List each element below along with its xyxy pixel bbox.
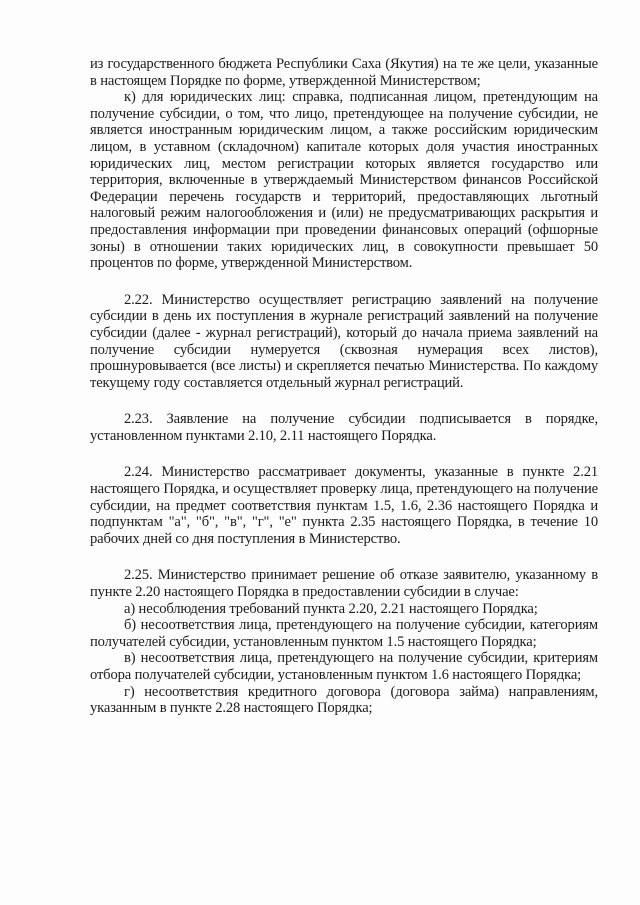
paragraph-2-23: 2.23. Заявление на получение субсидии подписывается в порядке, установленном пунктами 2.10, 2.11 настоящего Порядка.: [90, 411, 598, 444]
paragraph-item-a: а) несоблюдения требований пункта 2.20, 2.21 настоящего Порядка;: [124, 600, 538, 617]
paragraph-2-24: 2.24. Министерство рассматривает документы, указанные в пункте 2.21 настоящего Порядка, и осуществляет проверку лица, претендующего на получение субсидии, на предмет соответствия пунктам 1.5, 1.6, 2.36 настоящего Порядка и подпунктам "а", "б", "в", "г", "е" пункта 2.35 настоящего Порядка, в течение 10 рабочих дней со дня поступления в Министерство.: [90, 464, 598, 547]
paragraph-item-k: к) для юридических лиц: справка, подписанная лицом, претендующим на получение субсидии, о том, что лицо, претендующее на получение субсидии, не является иностранным юридическим лицом, а также российским юридическим лицом, в уставном (складочном) капитале которых доля участия иностранных юридических лиц, местом регистрации которых является государство или территория, включенные в утверждаемый Министерством финансов Российской Федерации перечень государств и территорий, предоставляющих льготный налоговый режим налогообложения и (или) не предусматривающих раскрытия и предоставления информации при проведении финансовых операций (офшорные зоны) в отношении таких юридических лиц, в совокупности превышает 50 процентов по форме, утвержденной Министерством.: [90, 89, 598, 272]
paragraph-item-b: б) несоответствия лица, претендующего на получение субсидии, категориям получателей субсидии, установленным пунктом 1.5 настоящего Порядка;: [90, 617, 598, 650]
paragraph-continuation: из государственного бюджета Республики Саха (Якутия) на те же цели, указанные в настоящем Порядке по форме, утвержденной Министерством;: [90, 56, 598, 89]
paragraph-2-22: 2.22. Министерство осуществляет регистрацию заявлений на получение субсидии в день их поступления в журнале регистраций заявлений на получение субсидии (далее - журнал регистраций), который до начала приема заявлений на получение субсидии нумеруется (сквозная нумерация всех листов), прошнуровывается (все листы) и скрепляется печатью Министерства. По каждому текущему году составляется отдельный журнал регистраций.: [90, 291, 598, 391]
paragraph-item-g: г) несоответствия кредитного договора (договора займа) направлениям, указанным в пункте 2.28 настоящего Порядка;: [90, 683, 598, 717]
paragraph-2-25: 2.25. Министерство принимает решение об отказе заявителю, указанному в пункте 2.20 настоящего Порядка в предоставлении субсидии в случае:: [90, 567, 598, 601]
document-body: [90, 56, 598, 717]
paragraph-item-v: в) несоответствия лица, претендующего на получение субсидии, критериям отбора получателей субсидии, установленным пунктом 1.6 настоящего Порядка;: [90, 650, 598, 683]
